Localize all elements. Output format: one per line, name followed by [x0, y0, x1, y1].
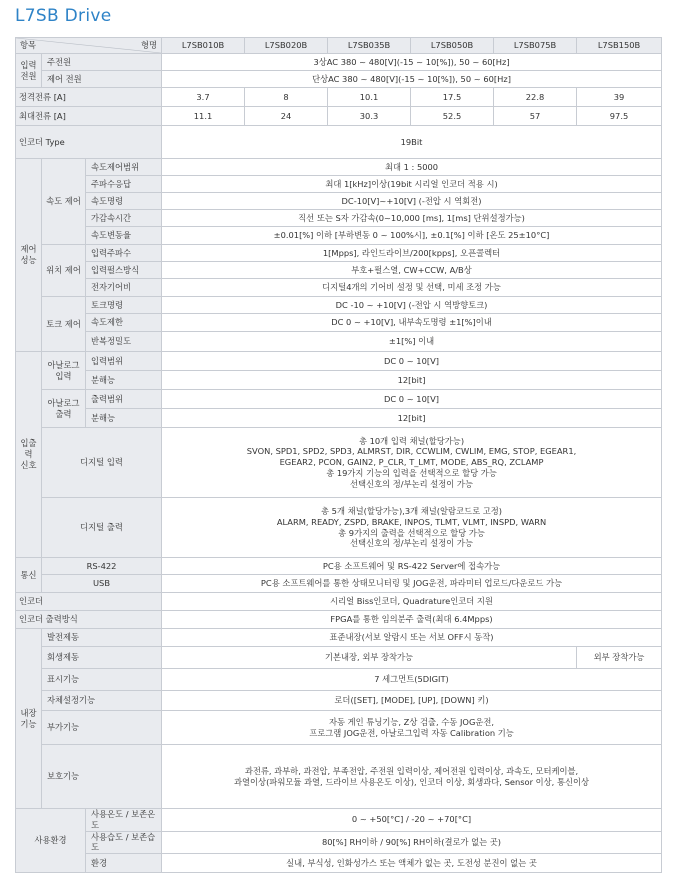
max-current-label: 최대전류 [A]	[16, 107, 162, 126]
rated-current-value: 3.7	[162, 88, 245, 107]
spec-key: USB	[42, 575, 162, 593]
rated-current-value: 10.1	[328, 88, 411, 107]
model-header: L7SB050B	[411, 38, 494, 54]
model-header: L7SB010B	[162, 38, 245, 54]
header-item-model-cell	[16, 38, 162, 54]
encoder-value: 시리얼 Biss인코더, Quadrature인코더 지원	[162, 593, 662, 611]
spec-key: 입력펄스방식	[86, 262, 162, 279]
spec-key: 분해능	[86, 371, 162, 390]
spec-key: 속도명령	[86, 193, 162, 210]
control-power-value: 단상AC 380 ~ 480[V](-15 ~ 10[%]), 50 ~ 60[Hz]	[162, 71, 662, 88]
spec-value: 12[bit]	[162, 409, 662, 428]
spec-value: 1[Mpps], 라인드라이브/200[kpps], 오픈콜렉터	[162, 245, 662, 262]
encoder-type-value: 19Bit	[162, 126, 662, 159]
digital-input-value: 총 10개 입력 채널(할당가능) SVON, SPD1, SPD2, SPD3, ALMRST, DIR, CCWLIM, CWLIM, EMG, STOP, EGEAR1, EGEAR2, PCON, GAIN2, P_CLR, T_LMT, MODE, ABS_RQ, ZCLAMP 총 19가지 기능의 입력을 선택적으로 할당 가능 선택신호의 정/부논리 설정이 가능	[162, 428, 662, 498]
spec-value: 디지털4개의 기어비 설정 및 선택, 미세 조정 가능	[162, 279, 662, 297]
encoder-output-value: FPGA를 통한 임의분주 출력(최대 6.4Mpps)	[162, 611, 662, 629]
max-current-value: 52.5	[411, 107, 494, 126]
spec-key: 속도제한	[86, 314, 162, 332]
digital-output-label: 디지털 출력	[42, 498, 162, 558]
spec-value: DC 0 ~ 10[V]	[162, 390, 662, 409]
model-header: L7SB150B	[577, 38, 662, 54]
torque-control-label: 토크 제어	[42, 297, 86, 352]
spec-key: 부가기능	[42, 711, 162, 745]
spec-key: 반복정밀도	[86, 332, 162, 352]
encoder-label: 인코더	[16, 593, 162, 611]
spec-value: 표준내장(서보 알람시 또는 서보 OFF시 동작)	[162, 629, 662, 647]
comm-group-label: 통신	[16, 558, 42, 593]
spec-key: 사용온도 / 보존온도	[86, 809, 162, 832]
io-group-label: 입출력 신호	[16, 352, 42, 558]
analog-input-label: 아날로그 입력	[42, 352, 86, 390]
max-current-value: 24	[245, 107, 328, 126]
spec-value: 로더([SET], [MODE], [UP], [DOWN] 키)	[162, 691, 662, 711]
main-power-label: 주전원	[42, 54, 162, 71]
spec-value: 과전류, 과부하, 과전압, 부족전압, 주전원 입력이상, 제어전원 입력이상, 과속도, 모터케이블, 과열이상(파워모듈 과열, 드라이브 사용온도 이상), 인코더 이상, 회생과다, Sensor 이상, 통신이상	[162, 745, 662, 809]
spec-value: 최대 1[kHz]이상(19bit 시리얼 인코더 적용 시)	[162, 176, 662, 193]
spec-value: 7 세그먼트(5DIGIT)	[162, 669, 662, 691]
spec-value: ±1[%] 이내	[162, 332, 662, 352]
spec-key: 입력주파수	[86, 245, 162, 262]
spec-key: 분해능	[86, 409, 162, 428]
spec-value: 최대 1 : 5000	[162, 159, 662, 176]
spec-value: DC 0 ~ +10[V], 내부속도명령 ±1[%]이내	[162, 314, 662, 332]
rated-current-value: 17.5	[411, 88, 494, 107]
spec-value: 직선 또는 S자 가감속(0~10,000 [ms], 1[ms] 단위설정가능)	[162, 210, 662, 227]
spec-value: 부호+펄스열, CW+CCW, A/B상	[162, 262, 662, 279]
max-current-value: 11.1	[162, 107, 245, 126]
spec-value: PC용 소프트웨어를 통한 상태모니터링 및 JOG운전, 파라미터 업로드/다운로드 가능	[162, 575, 662, 593]
spec-key: 주파수응답	[86, 176, 162, 193]
speed-control-label: 속도 제어	[42, 159, 86, 245]
spec-value: PC용 소프트웨어 및 RS-422 Server에 접속가능	[162, 558, 662, 575]
rated-current-value: 22.8	[494, 88, 577, 107]
rated-current-label: 정격전류 [A]	[16, 88, 162, 107]
spec-key: 전자기어비	[86, 279, 162, 297]
spec-key: 출력범위	[86, 390, 162, 409]
spec-key: 자체설정기능	[42, 691, 162, 711]
spec-key: 입력범위	[86, 352, 162, 371]
power-group-label: 입력 전원	[16, 54, 42, 88]
spec-key: RS-422	[42, 558, 162, 575]
spec-value: 12[bit]	[162, 371, 662, 390]
spec-value: 자동 게인 튜닝기능, Z상 검출, 수동 JOG운전, 프로그램 JOG운전, 아날로그입력 자동 Calibration 기능	[162, 711, 662, 745]
model-header: L7SB075B	[494, 38, 577, 54]
analog-output-label: 아날로그 출력	[42, 390, 86, 428]
spec-value: 80[%] RH이하 / 90[%] RH이하(결로가 없는 곳)	[162, 831, 662, 854]
spec-key: 사용습도 / 보존습도	[86, 831, 162, 854]
spec-key: 보호기능	[42, 745, 162, 809]
digital-input-label: 디지털 입력	[42, 428, 162, 498]
spec-key: 회생제동	[42, 647, 162, 669]
control-group-label: 제어 성능	[16, 159, 42, 352]
diagonal-divider	[16, 38, 161, 53]
spec-key: 발전제동	[42, 629, 162, 647]
spec-value: DC-10[V]~+10[V] (-전압 시 역회전)	[162, 193, 662, 210]
spec-value-alt: 외부 장착가능	[577, 647, 662, 669]
spec-key: 가감속시간	[86, 210, 162, 227]
control-power-label: 제어 전원	[42, 71, 162, 88]
digital-output-value: 총 5개 채널(할당가능),3개 채널(알람코드로 고정) ALARM, READY, ZSPD, BRAKE, INPOS, TLMT, VLMT, INSPD, WARN 총 9가지의 출력을 선택적으로 할당 가능 선택신호의 정/부논리 설정이 가능	[162, 498, 662, 558]
position-control-label: 위치 제어	[42, 245, 86, 297]
header-item: 항목	[20, 40, 37, 50]
spec-value: 0 ~ +50[°C] / -20 ~ +70[°C]	[162, 809, 662, 832]
max-current-value: 57	[494, 107, 577, 126]
encoder-type-label: 인코더 Type	[16, 126, 162, 159]
spec-value: ±0.01[%] 이하 [부하변동 0 ~ 100%시], ±0.1[%] 이하 [온도 25±10°C]	[162, 227, 662, 245]
builtin-group-label: 내장 기능	[16, 629, 42, 809]
encoder-output-label: 인코더 출력방식	[16, 611, 162, 629]
spec-value: DC 0 ~ 10[V]	[162, 352, 662, 371]
spec-key: 속도변동율	[86, 227, 162, 245]
spec-key: 속도제어범위	[86, 159, 162, 176]
rated-current-value: 39	[577, 88, 662, 107]
max-current-value: 30.3	[328, 107, 411, 126]
spec-value: 기본내장, 외부 장착가능	[162, 647, 577, 669]
spec-key: 표시기능	[42, 669, 162, 691]
environment-group-label: 사용환경	[16, 809, 86, 873]
header-model: 형명	[140, 40, 158, 50]
spec-table	[15, 37, 662, 873]
page-title: L7SB Drive	[15, 6, 112, 26]
spec-value: DC -10 ~ +10[V] (-전압 시 역방향토크)	[162, 297, 662, 314]
spec-key: 환경	[86, 854, 162, 873]
rated-current-value: 8	[245, 88, 328, 107]
model-header: L7SB020B	[245, 38, 328, 54]
model-header: L7SB035B	[328, 38, 411, 54]
spec-key: 토크명령	[86, 297, 162, 314]
main-power-value: 3상AC 380 ~ 480[V](-15 ~ 10[%]), 50 ~ 60[Hz]	[162, 54, 662, 71]
spec-value: 실내, 부식성, 인화성가스 또는 액체가 없는 곳, 도전성 분진이 없는 곳	[162, 854, 662, 873]
max-current-value: 97.5	[577, 107, 662, 126]
